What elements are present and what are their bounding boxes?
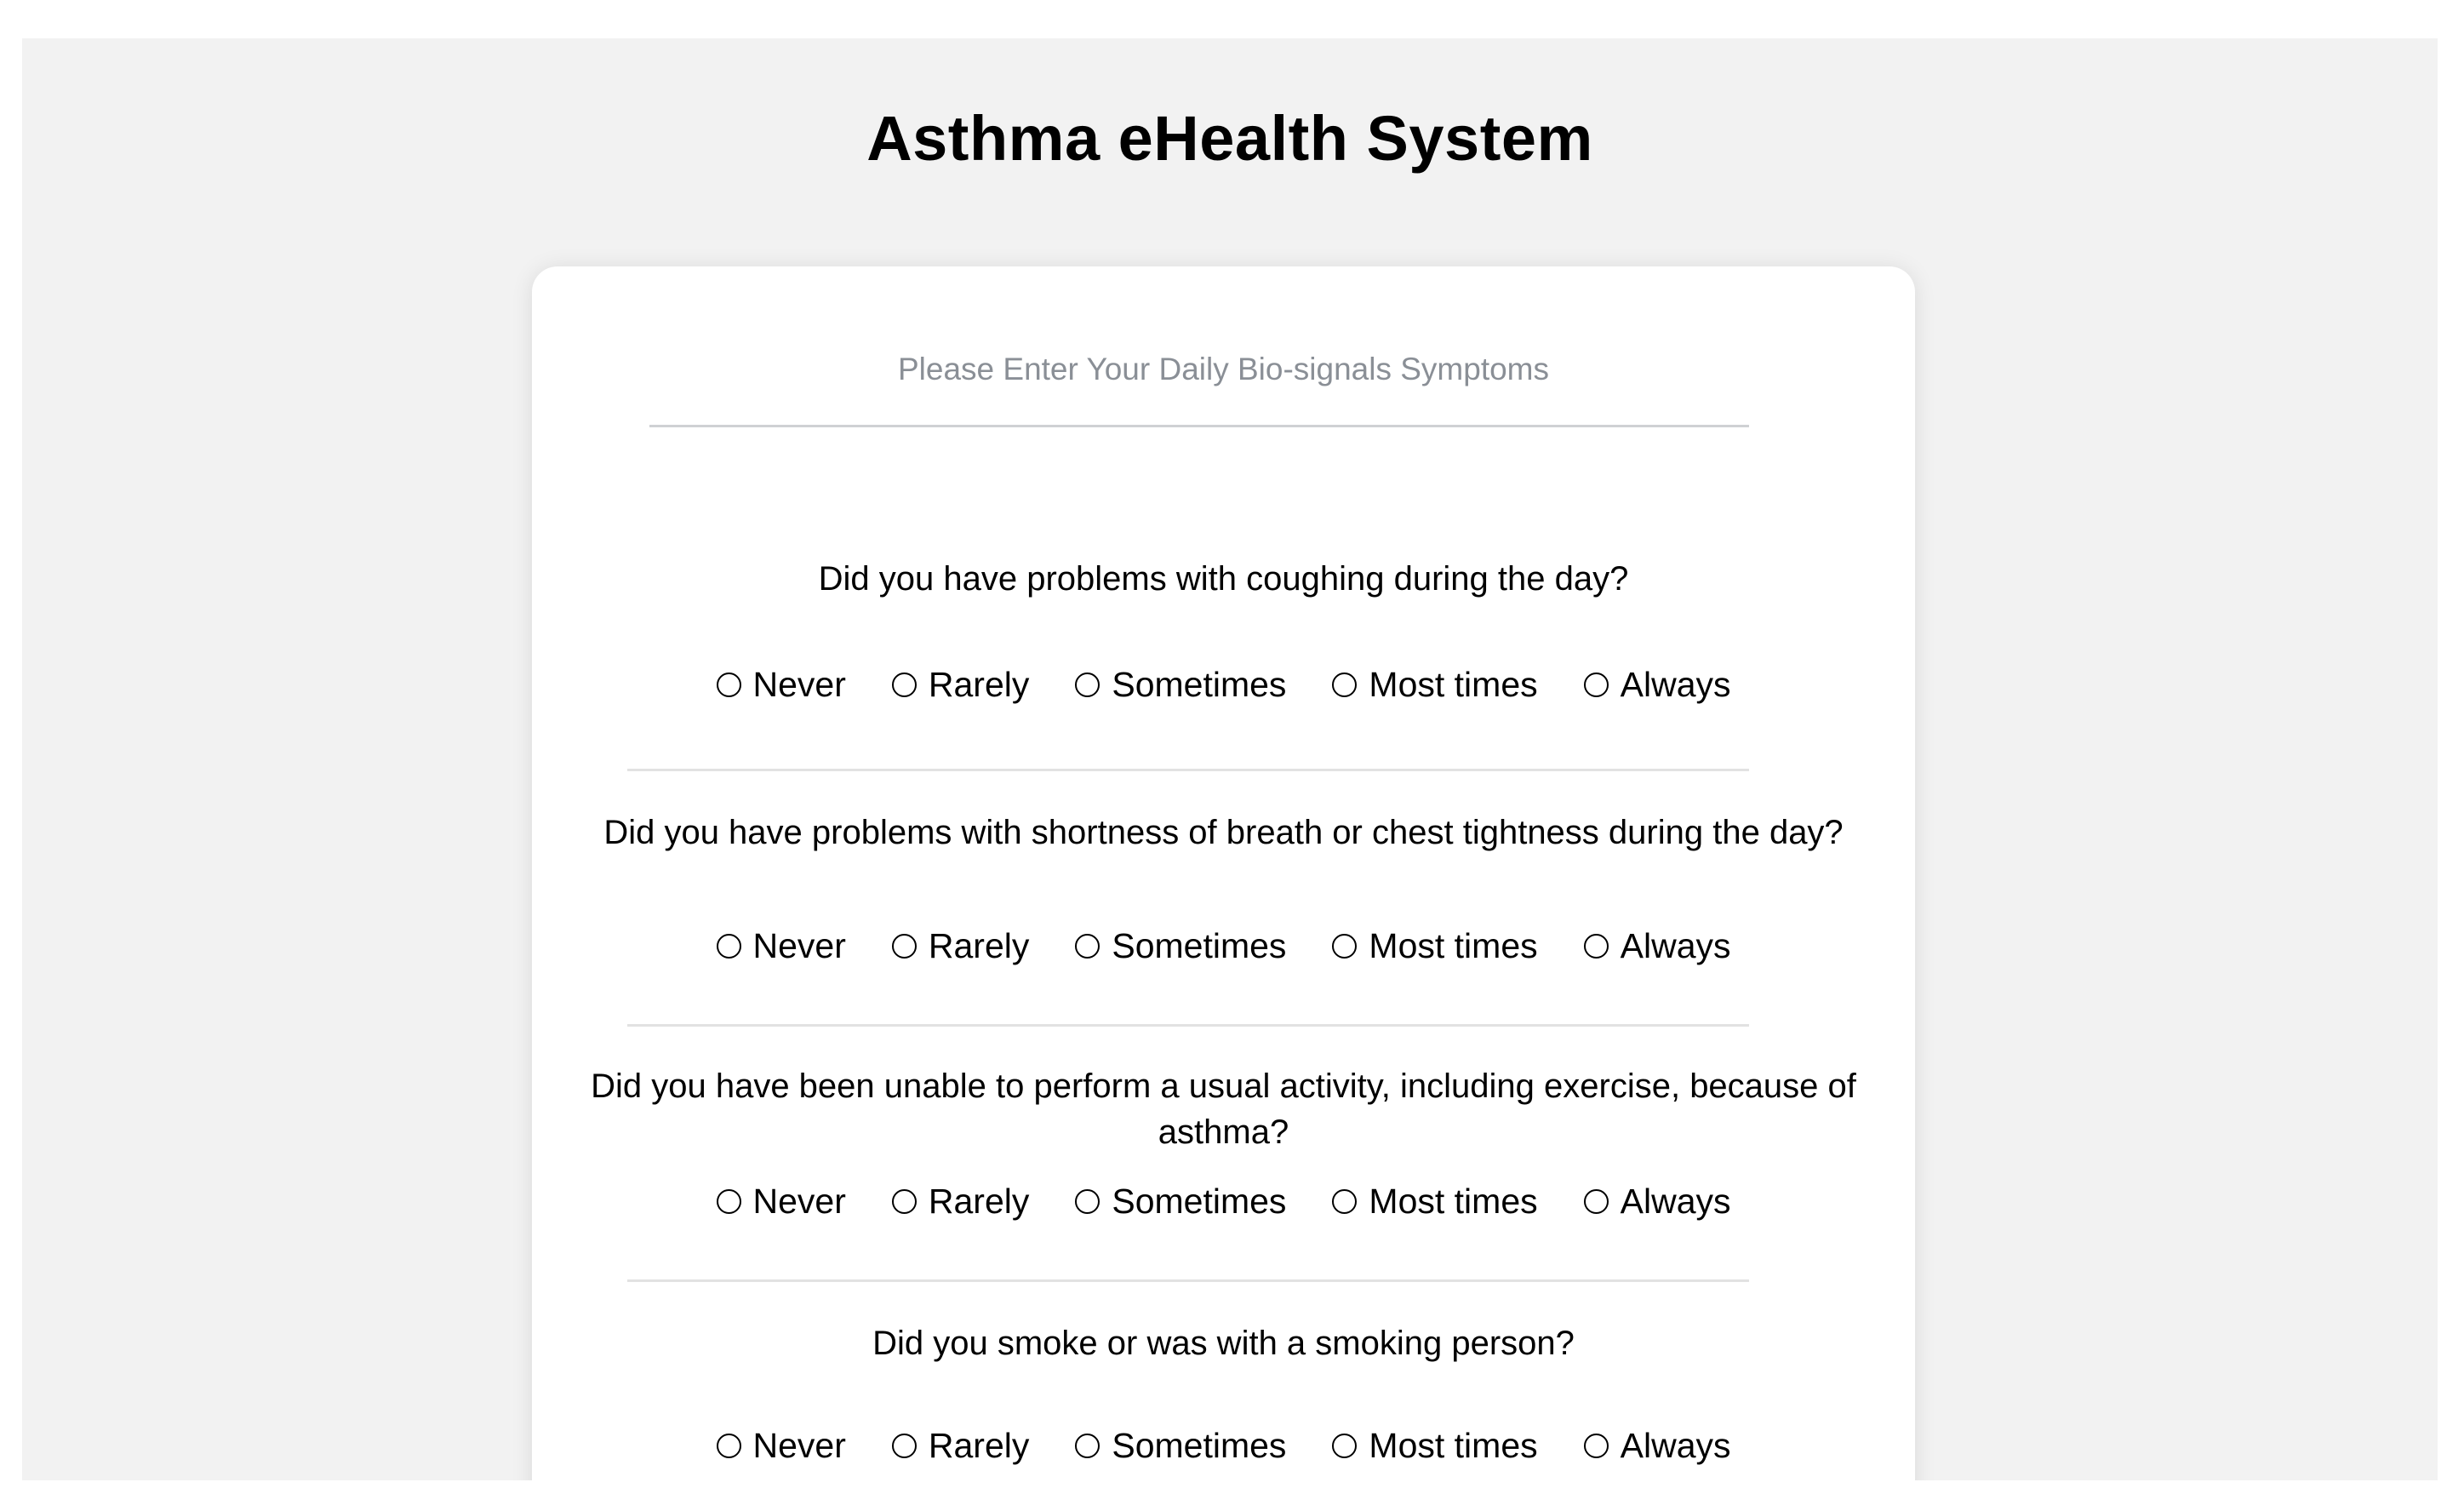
radio-circle-icon[interactable] [717,934,741,959]
radio-circle-icon[interactable] [1332,934,1357,959]
radio-circle-icon[interactable] [892,934,917,959]
page-background [22,38,2438,1480]
option-rarely[interactable]: Rarely [892,665,1029,705]
radio-circle-icon[interactable] [892,1434,917,1458]
radio-circle-icon[interactable] [1584,673,1609,697]
answer-group-unable-to-perform-activity [532,1182,1915,1222]
question-divider [627,769,1749,771]
option-rarely[interactable]: Rarely [892,1426,1029,1466]
radio-circle-icon[interactable] [1075,1434,1100,1458]
subtitle-underline [649,425,1749,427]
question-smoking: Did you smoke or was with a smoking person? [872,1325,1575,1362]
radio-circle-icon[interactable] [892,673,917,697]
answer-group-coughing [532,665,1915,705]
option-most-times[interactable]: Most times [1332,665,1537,705]
option-never[interactable]: Never [717,1182,846,1222]
option-rarely[interactable]: Rarely [892,1182,1029,1222]
radio-circle-icon[interactable] [1332,1189,1357,1214]
radio-circle-icon[interactable] [1584,1434,1609,1458]
option-always[interactable]: Always [1584,1426,1731,1466]
radio-circle-icon[interactable] [1075,673,1100,697]
option-sometimes[interactable]: Sometimes [1075,926,1286,966]
option-sometimes[interactable]: Sometimes [1075,1426,1286,1466]
symptoms-form-card [532,266,1915,1480]
answer-group-shortness-of-breath [532,926,1915,966]
radio-circle-icon[interactable] [1075,1189,1100,1214]
radio-circle-icon[interactable] [717,1434,741,1458]
radio-circle-icon[interactable] [1584,1189,1609,1214]
option-always[interactable]: Always [1584,926,1731,966]
option-always[interactable]: Always [1584,665,1731,705]
option-most-times[interactable]: Most times [1332,1426,1537,1466]
form-subtitle: Please Enter Your Daily Bio-signals Symptoms [897,352,1550,386]
radio-circle-icon[interactable] [1332,673,1357,697]
option-most-times[interactable]: Most times [1332,1182,1537,1222]
radio-circle-icon[interactable] [717,673,741,697]
question-shortness-of-breath: Did you have problems with shortness of breath or chest tightness during the day? [603,814,1844,851]
question-unable-to-perform-activity: Did you have been unable to perform a usual activity, including exercise, because of asthma? [591,1067,1856,1151]
option-sometimes[interactable]: Sometimes [1075,1182,1286,1222]
answer-group-smoking [532,1426,1915,1466]
question-coughing: Did you have problems with coughing during the day? [818,560,1629,598]
option-sometimes[interactable]: Sometimes [1075,665,1286,705]
option-rarely[interactable]: Rarely [892,926,1029,966]
page-title: Asthma eHealth System [866,103,1593,174]
question-divider [627,1279,1749,1282]
option-never[interactable]: Never [717,1426,846,1466]
radio-circle-icon[interactable] [892,1189,917,1214]
option-always[interactable]: Always [1584,1182,1731,1222]
radio-circle-icon[interactable] [717,1189,741,1214]
radio-circle-icon[interactable] [1075,934,1100,959]
option-never[interactable]: Never [717,665,846,705]
option-most-times[interactable]: Most times [1332,926,1537,966]
radio-circle-icon[interactable] [1332,1434,1357,1458]
question-divider [627,1024,1749,1027]
option-never[interactable]: Never [717,926,846,966]
radio-circle-icon[interactable] [1584,934,1609,959]
